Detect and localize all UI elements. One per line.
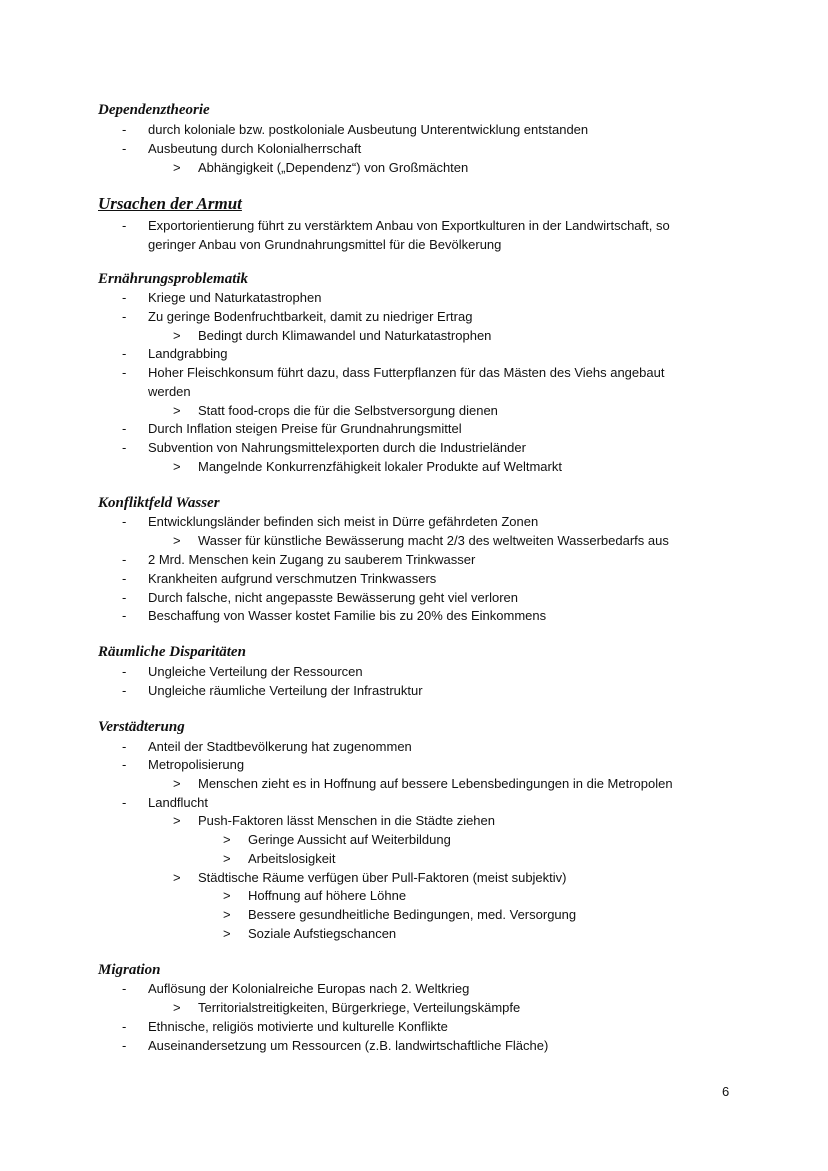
dash-bullet: - [122,981,127,996]
list-item: Auseinandersetzung um Ressourcen (z.B. landwirtschaftliche Fläche) [148,1038,549,1053]
sub-list-item: Hoffnung auf höhere Löhne [248,888,407,903]
dash-bullet: - [122,590,127,605]
arrow-bullet: > [223,888,231,903]
list-item: 2 Mrd. Menschen kein Zugang zu sauberem Trinkwasser [148,552,476,567]
arrow-bullet: > [173,459,181,474]
arrow-bullet: > [173,403,181,418]
sub-list-item: Bessere gesundheitliche Bedingungen, med. Versorgung [248,907,577,922]
dash-bullet: - [122,346,127,361]
list-item: Hoher Fleischkonsum führt dazu, dass Futterpflanzen für das Mästen des Viehs angebaut [148,365,665,380]
arrow-bullet: > [223,907,231,922]
list-item: Exportorientierung führt zu verstärktem Anbau von Exportkulturen in der Landwirtschaft, so [148,218,670,233]
dash-bullet: - [122,739,127,754]
list-item: Ungleiche Verteilung der Ressourcen [148,664,363,679]
sub-list-item: Geringe Aussicht auf Weiterbildung [248,832,451,847]
arrow-bullet: > [223,926,231,941]
arrow-bullet: > [223,832,231,847]
dash-bullet: - [122,290,127,305]
list-item: Auflösung der Kolonialreiche Europas nach 2. Weltkrieg [148,981,470,996]
list-item: Durch falsche, nicht angepasste Bewässerung geht viel verloren [148,590,518,605]
list-item: Durch Inflation steigen Preise für Grundnahrungsmittel [148,421,462,436]
arrow-bullet: > [173,328,181,343]
sub-list-item: Bedingt durch Klimawandel und Naturkatastrophen [198,328,492,343]
dash-bullet: - [122,683,127,698]
dash-bullet: - [122,365,127,380]
section-heading: Migration [98,962,161,978]
page-number: 6 [722,1084,730,1099]
section-heading: Ursachen der Armut [98,194,242,213]
dash-bullet: - [122,440,127,455]
dash-bullet: - [122,514,127,529]
arrow-bullet: > [173,1000,181,1015]
dash-bullet: - [122,1019,127,1034]
list-item: Beschaffung von Wasser kostet Familie bis zu 20% des Einkommens [148,608,547,623]
sub-list-item: Wasser für künstliche Bewässerung macht 2/3 des weltweiten Wasserbedarfs aus [198,533,669,548]
dash-bullet: - [122,309,127,324]
section-heading: Ernährungsproblematik [98,271,249,287]
section-heading: Dependenztheorie [98,102,210,118]
dash-bullet: - [122,571,127,586]
list-item: Ausbeutung durch Kolonialherrschaft [148,141,362,156]
list-item: Landgrabbing [148,346,228,361]
list-item: Subvention von Nahrungsmittelexporten durch die Industrieländer [148,440,526,455]
sub-list-item: Territorialstreitigkeiten, Bürgerkriege, Verteilungskämpfe [198,1000,521,1015]
dash-bullet: - [122,664,127,679]
dash-bullet: - [122,421,127,436]
dash-bullet: - [122,122,127,137]
list-item: werden [148,384,191,399]
arrow-bullet: > [173,870,181,885]
dash-bullet: - [122,552,127,567]
section-heading: Konfliktfeld Wasser [98,495,220,511]
list-item: geringer Anbau von Grundnahrungsmittel für die Bevölkerung [148,237,502,252]
arrow-bullet: > [223,851,231,866]
dash-bullet: - [122,757,127,772]
section-heading: Räumliche Disparitäten [98,644,246,660]
dash-bullet: - [122,141,127,156]
sub-list-item: Städtische Räume verfügen über Pull-Faktoren (meist subjektiv) [198,870,567,885]
sub-list-item: Soziale Aufstiegschancen [248,926,397,941]
arrow-bullet: > [173,813,181,828]
list-item: Landflucht [148,795,208,810]
list-item: Zu geringe Bodenfruchtbarkeit, damit zu niedriger Ertrag [148,309,473,324]
list-item: Anteil der Stadtbevölkerung hat zugenommen [148,739,412,754]
list-item: Ethnische, religiös motivierte und kulturelle Konflikte [148,1019,448,1034]
list-item: Entwicklungsländer befinden sich meist in Dürre gefährdeten Zonen [148,514,539,529]
list-item: Kriege und Naturkatastrophen [148,290,322,305]
dash-bullet: - [122,795,127,810]
arrow-bullet: > [173,776,181,791]
list-item: durch koloniale bzw. postkoloniale Ausbeutung Unterentwicklung entstanden [148,122,589,137]
sub-list-item: Mangelnde Konkurrenzfähigkeit lokaler Produkte auf Weltmarkt [198,459,562,474]
list-item: Metropolisierung [148,757,245,772]
dash-bullet: - [122,608,127,623]
sub-list-item: Statt food-crops die für die Selbstversorgung dienen [198,403,498,418]
sub-list-item: Menschen zieht es in Hoffnung auf bessere Lebensbedingungen in die Metropolen [198,776,673,791]
arrow-bullet: > [173,160,181,175]
sub-list-item: Push-Faktoren lässt Menschen in die Städte ziehen [198,813,496,828]
sub-list-item: Arbeitslosigkeit [248,851,336,866]
list-item: Krankheiten aufgrund verschmutzen Trinkwassers [148,571,437,586]
sub-list-item: Abhängigkeit („Dependenz“) von Großmächten [198,160,469,175]
dash-bullet: - [122,218,127,233]
dash-bullet: - [122,1038,127,1053]
list-item: Ungleiche räumliche Verteilung der Infrastruktur [148,683,423,698]
arrow-bullet: > [173,533,181,548]
section-heading: Verstädterung [98,719,185,735]
